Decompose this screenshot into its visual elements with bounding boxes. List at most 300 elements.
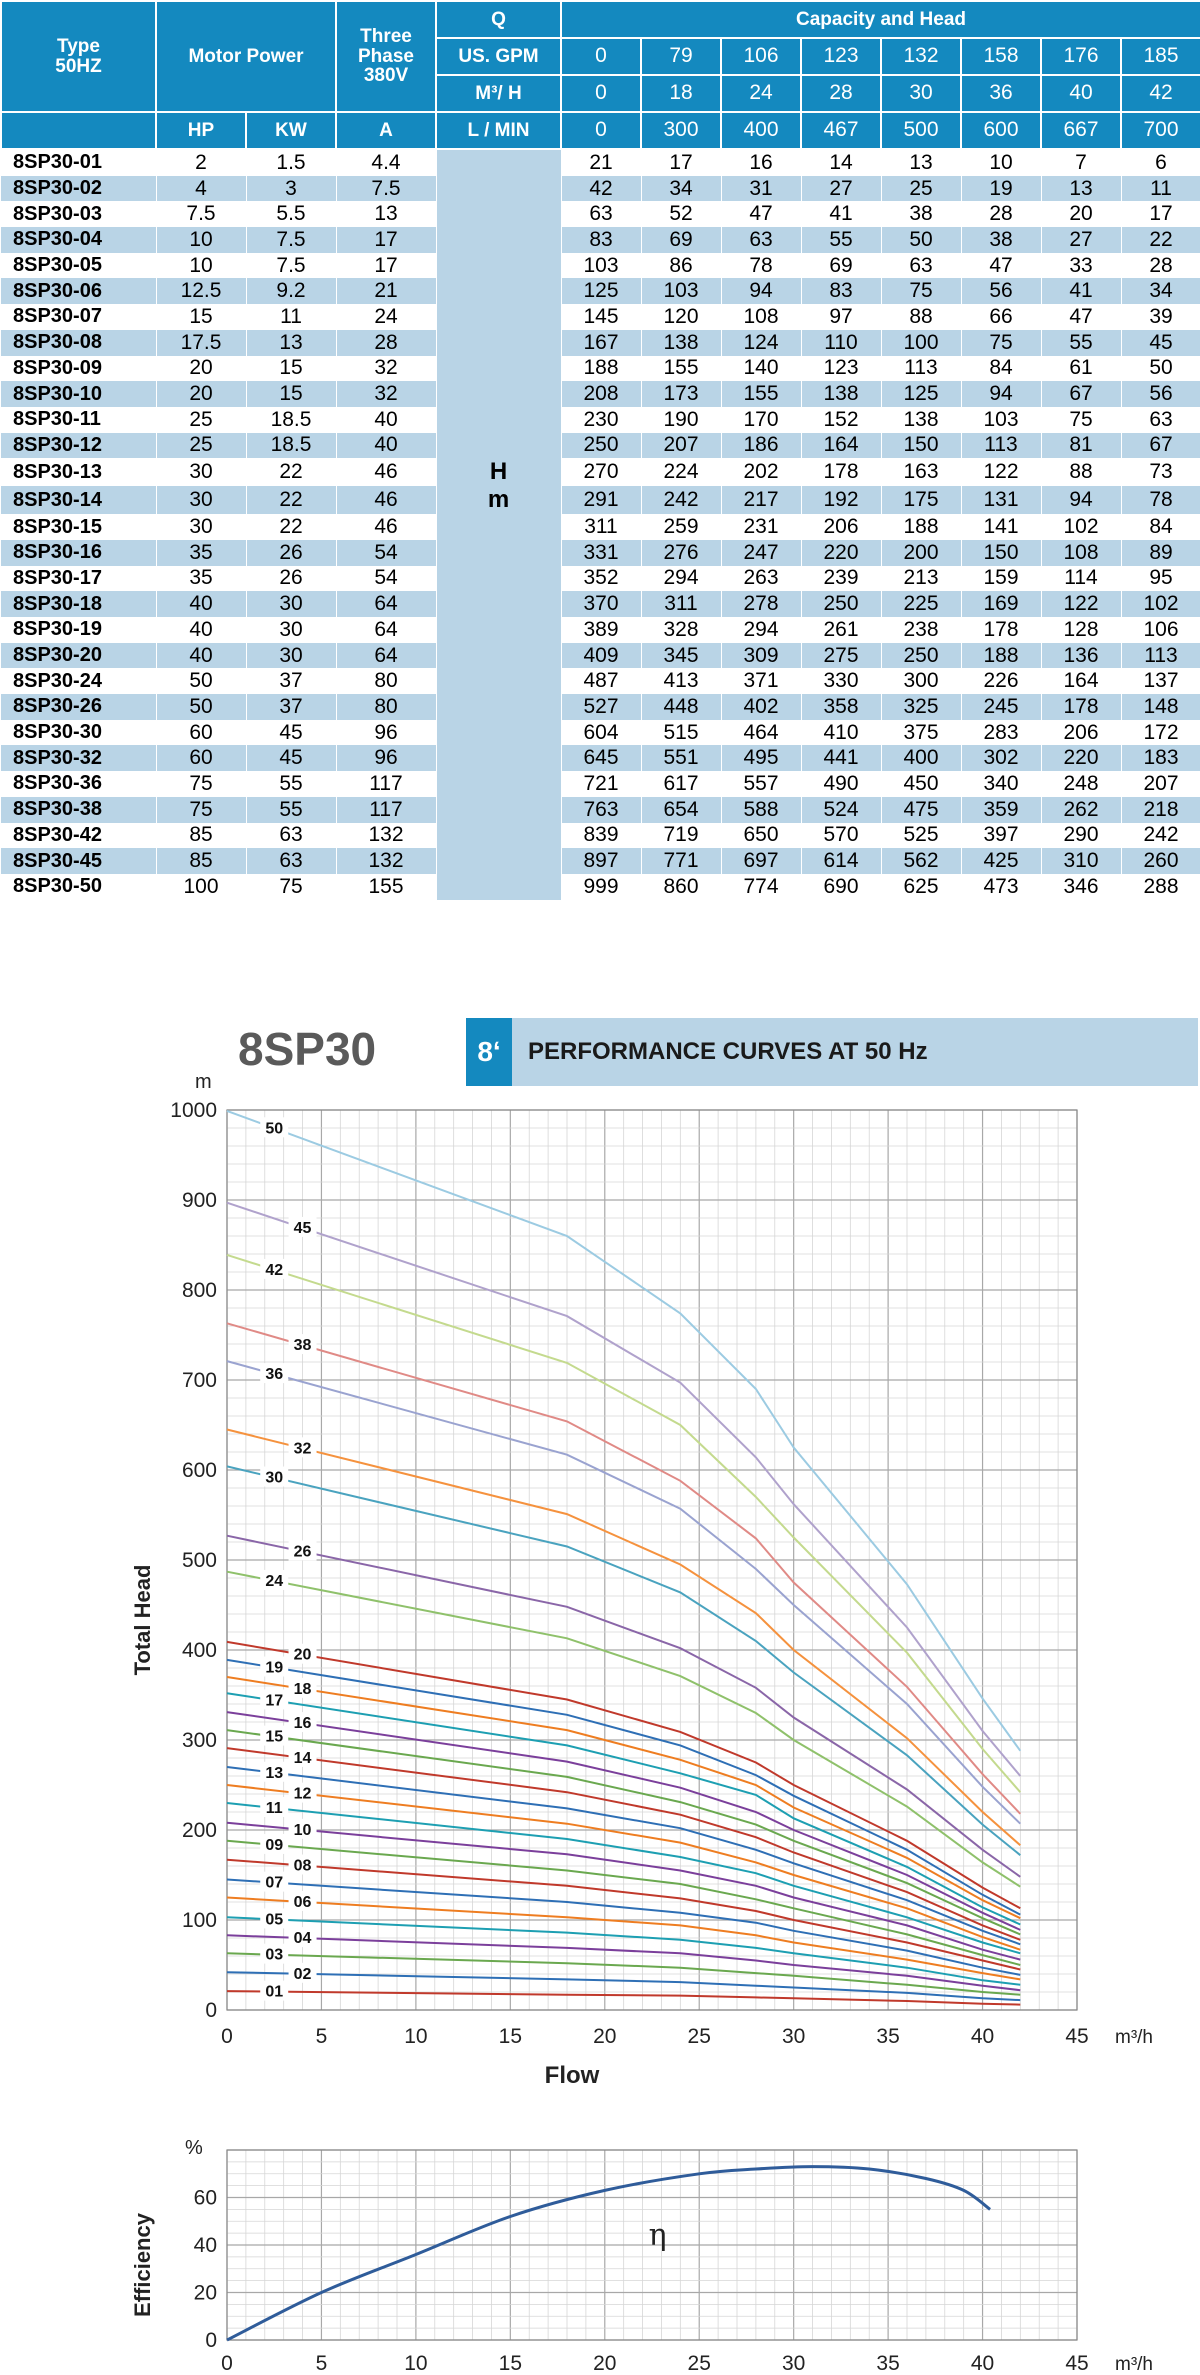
- q-cell: [436, 407, 561, 433]
- kw-cell: 63: [246, 823, 336, 849]
- head-cell: 63: [721, 227, 801, 253]
- header-us-gpm: US. GPM: [436, 38, 561, 75]
- y-tick-label: 600: [181, 1459, 217, 1482]
- head-cell: 27: [1041, 227, 1121, 253]
- x-tick-label: 0: [221, 2352, 233, 2375]
- head-cell: 588: [721, 797, 801, 823]
- head-cell: 13: [881, 149, 961, 176]
- head-cell: 141: [961, 514, 1041, 540]
- model-cell: 8SP30-12: [1, 433, 156, 459]
- head-cell: 178: [961, 617, 1041, 643]
- x-axis-label: Flow: [544, 2062, 600, 2089]
- head-cell: 86: [641, 253, 721, 279]
- header-spacer: [1, 112, 156, 149]
- head-cell: 897: [561, 848, 641, 874]
- head-cell: 97: [801, 304, 881, 330]
- head-cell: 67: [1121, 433, 1200, 459]
- head-cell: 7: [1041, 149, 1121, 176]
- head-cell: 173: [641, 381, 721, 407]
- head-cell: 163: [881, 458, 961, 486]
- curve-label: 14: [293, 1749, 312, 1767]
- x-tick-label: 35: [876, 2025, 900, 2048]
- q-cell: [436, 591, 561, 617]
- y-unit-label: m: [195, 1071, 212, 1093]
- head-cell: 352: [561, 566, 641, 592]
- x-tick-label: 20: [593, 2352, 617, 2375]
- x-tick-label: 45: [1065, 2352, 1089, 2375]
- head-cell: 276: [641, 540, 721, 566]
- head-cell: 346: [1041, 874, 1121, 900]
- head-cell: 375: [881, 720, 961, 746]
- current-cell: 117: [336, 797, 436, 823]
- x-tick-label: 40: [970, 2025, 995, 2048]
- head-cell: 95: [1121, 566, 1200, 592]
- head-cell: 28: [961, 201, 1041, 227]
- head-cell: 159: [961, 566, 1041, 592]
- hp-cell: 75: [156, 771, 246, 797]
- model-cell: 8SP30-15: [1, 514, 156, 540]
- head-cell: 771: [641, 848, 721, 874]
- hp-cell: 60: [156, 720, 246, 746]
- hp-cell: 40: [156, 643, 246, 669]
- lmin-cell: 0: [561, 112, 641, 149]
- kw-cell: 22: [246, 486, 336, 514]
- model-cell: 8SP30-50: [1, 874, 156, 900]
- head-cell: 6: [1121, 149, 1200, 176]
- y-tick-label: 800: [181, 1279, 217, 1302]
- m3h-cell: 28: [801, 75, 881, 112]
- head-cell: 397: [961, 823, 1041, 849]
- size-badge: 8ʻ: [466, 1018, 512, 1086]
- head-cell: 61: [1041, 356, 1121, 382]
- q-cell: [436, 304, 561, 330]
- head-cell: 110: [801, 330, 881, 356]
- head-cell: 38: [881, 201, 961, 227]
- head-cell: 202: [721, 458, 801, 486]
- current-cell: 32: [336, 356, 436, 382]
- head-cell: 263: [721, 566, 801, 592]
- x-tick-label: 5: [315, 2025, 328, 2048]
- head-cell: 81: [1041, 433, 1121, 459]
- head-cell: 140: [721, 356, 801, 382]
- head-cell: 239: [801, 566, 881, 592]
- kw-cell: 75: [246, 874, 336, 900]
- y-unit-label: %: [185, 2137, 203, 2159]
- gpm-cell: 123: [801, 38, 881, 75]
- head-cell: 55: [801, 227, 881, 253]
- head-cell: 28: [1121, 253, 1200, 279]
- table-row: [1, 381, 1200, 407]
- head-cell: 84: [961, 356, 1041, 382]
- head-cell: 114: [1041, 566, 1121, 592]
- head-cell: 260: [1121, 848, 1200, 874]
- head-cell: 464: [721, 720, 801, 746]
- head-cell: 291: [561, 486, 641, 514]
- hp-cell: 40: [156, 617, 246, 643]
- q-cell: [436, 823, 561, 849]
- head-cell: 645: [561, 745, 641, 771]
- kw-cell: 26: [246, 566, 336, 592]
- curve-label: 09: [265, 1836, 284, 1854]
- table-row: [1, 643, 1200, 669]
- head-cell: 188: [961, 643, 1041, 669]
- head-cell: 719: [641, 823, 721, 849]
- lmin-cell: 400: [721, 112, 801, 149]
- head-cell: 73: [1121, 458, 1200, 486]
- head-cell: 113: [1121, 643, 1200, 669]
- head-cell: 570: [801, 823, 881, 849]
- head-cell: 19: [961, 176, 1041, 202]
- head-cell: 310: [1041, 848, 1121, 874]
- head-cell: 123: [801, 356, 881, 382]
- table-row: [1, 201, 1200, 227]
- head-cell: 102: [1041, 514, 1121, 540]
- head-cell: 248: [1041, 771, 1121, 797]
- head-cell: 300: [881, 668, 961, 694]
- table-row: [1, 720, 1200, 746]
- head-cell: 186: [721, 433, 801, 459]
- head-cell: 389: [561, 617, 641, 643]
- head-cell: 41: [1041, 278, 1121, 304]
- head-cell: 100: [881, 330, 961, 356]
- header-a: A: [336, 112, 436, 149]
- y-tick-label: 700: [181, 1369, 217, 1392]
- m3h-cell: 42: [1121, 75, 1200, 112]
- head-cell: 402: [721, 694, 801, 720]
- curve-label: 01: [265, 1983, 284, 2001]
- kw-cell: 26: [246, 540, 336, 566]
- head-cell: 34: [1121, 278, 1200, 304]
- model-cell: 8SP30-04: [1, 227, 156, 253]
- curve-banner-title: PERFORMANCE CURVES AT 50 Hz: [528, 1038, 928, 1065]
- head-cell: 294: [641, 566, 721, 592]
- q-cell: [436, 797, 561, 823]
- table-row: [1, 540, 1200, 566]
- current-cell: 24: [336, 304, 436, 330]
- head-cell: 47: [961, 253, 1041, 279]
- head-cell: 774: [721, 874, 801, 900]
- q-cell: [436, 149, 561, 176]
- head-cell: 225: [881, 591, 961, 617]
- head-cell: 283: [961, 720, 1041, 746]
- head-cell: 690: [801, 874, 881, 900]
- q-cell: [436, 356, 561, 382]
- q-cell: [436, 201, 561, 227]
- table-row: [1, 848, 1200, 874]
- head-cell: 340: [961, 771, 1041, 797]
- head-cell: 16: [721, 149, 801, 176]
- curve-model-title: 8SP30: [238, 1023, 377, 1075]
- hp-cell: 30: [156, 486, 246, 514]
- q-cell: [436, 720, 561, 746]
- q-cell: [436, 848, 561, 874]
- kw-cell: 15: [246, 356, 336, 382]
- table-row: [1, 823, 1200, 849]
- head-cell: 259: [641, 514, 721, 540]
- head-cell: 63: [561, 201, 641, 227]
- kw-cell: 7.5: [246, 227, 336, 253]
- head-cell: 345: [641, 643, 721, 669]
- model-cell: 8SP30-24: [1, 668, 156, 694]
- head-cell: 22: [1121, 227, 1200, 253]
- table-row: [1, 227, 1200, 253]
- performance-chart: [0, 1060, 1200, 2100]
- head-cell: 88: [881, 304, 961, 330]
- model-cell: 8SP30-19: [1, 617, 156, 643]
- current-cell: 96: [336, 745, 436, 771]
- head-cell: 270: [561, 458, 641, 486]
- curve-label: 11: [265, 1800, 283, 1817]
- x-tick-label: 45: [1065, 2025, 1089, 2048]
- head-cell: 625: [881, 874, 961, 900]
- current-cell: 40: [336, 407, 436, 433]
- x-tick-label: 15: [498, 2352, 523, 2375]
- head-cell: 247: [721, 540, 801, 566]
- head-cell: 164: [1041, 668, 1121, 694]
- current-cell: 132: [336, 823, 436, 849]
- efficiency-chart: [0, 2120, 1200, 2375]
- model-cell: 8SP30-16: [1, 540, 156, 566]
- kw-cell: 18.5: [246, 433, 336, 459]
- q-cell: [436, 330, 561, 356]
- head-cell: 220: [1041, 745, 1121, 771]
- hp-cell: 50: [156, 668, 246, 694]
- hp-cell: 25: [156, 433, 246, 459]
- head-cell: 103: [961, 407, 1041, 433]
- kw-cell: 5.5: [246, 201, 336, 227]
- head-cell: 137: [1121, 668, 1200, 694]
- table-row: [1, 149, 1200, 176]
- table-row: [1, 433, 1200, 459]
- y-tick-label: 400: [181, 1639, 217, 1662]
- head-cell: 475: [881, 797, 961, 823]
- head-cell: 302: [961, 745, 1041, 771]
- kw-cell: 11: [246, 304, 336, 330]
- head-cell: 113: [881, 356, 961, 382]
- gpm-cell: 106: [721, 38, 801, 75]
- kw-cell: 37: [246, 668, 336, 694]
- kw-cell: 3: [246, 176, 336, 202]
- current-cell: 17: [336, 227, 436, 253]
- model-cell: 8SP30-02: [1, 176, 156, 202]
- head-cell: 217: [721, 486, 801, 514]
- m3h-cell: 18: [641, 75, 721, 112]
- head-cell: 250: [561, 433, 641, 459]
- x-tick-label: 20: [593, 2025, 617, 2048]
- head-cell: 220: [801, 540, 881, 566]
- q-cell: [436, 694, 561, 720]
- x-tick-label: 5: [315, 2352, 328, 2375]
- head-cell: 200: [881, 540, 961, 566]
- curve-label: 38: [293, 1337, 312, 1355]
- head-cell: 145: [561, 304, 641, 330]
- current-cell: 21: [336, 278, 436, 304]
- model-cell: 8SP30-06: [1, 278, 156, 304]
- head-cell: 38: [961, 227, 1041, 253]
- y-axis-label: Efficiency: [130, 2213, 155, 2317]
- head-cell: 50: [1121, 356, 1200, 382]
- head-cell: 122: [961, 458, 1041, 486]
- gpm-cell: 79: [641, 38, 721, 75]
- table-row: [1, 771, 1200, 797]
- head-unit: m: [436, 486, 561, 514]
- header-kw: KW: [246, 112, 336, 149]
- x-tick-label: 30: [781, 2352, 806, 2375]
- curve-label: 36: [265, 1366, 284, 1384]
- head-cell: 17: [641, 149, 721, 176]
- q-cell: [436, 668, 561, 694]
- lmin-cell: 600: [961, 112, 1041, 149]
- x-tick-label: 40: [970, 2352, 995, 2375]
- hp-cell: 85: [156, 848, 246, 874]
- model-cell: 8SP30-14: [1, 486, 156, 514]
- hp-cell: 30: [156, 514, 246, 540]
- head-cell: 192: [801, 486, 881, 514]
- curve-label: 12: [293, 1785, 312, 1803]
- q-cell: [436, 433, 561, 459]
- head-cell: 164: [801, 433, 881, 459]
- x-tick-label: 10: [404, 2352, 428, 2375]
- table-row: [1, 356, 1200, 382]
- head-cell: 122: [1041, 591, 1121, 617]
- head-cell: 84: [1121, 514, 1200, 540]
- table-row: [1, 668, 1200, 694]
- q-cell: [436, 617, 561, 643]
- table-row: [1, 745, 1200, 771]
- y-tick-label: 500: [181, 1549, 217, 1572]
- gpm-cell: 176: [1041, 38, 1121, 75]
- m3h-cell: 24: [721, 75, 801, 112]
- head-cell: 525: [881, 823, 961, 849]
- head-cell: 10: [961, 149, 1041, 176]
- head-cell: 331: [561, 540, 641, 566]
- head-cell: 224: [641, 458, 721, 486]
- head-cell: 39: [1121, 304, 1200, 330]
- head-cell: 136: [1041, 643, 1121, 669]
- y-tick-label: 0: [205, 1999, 217, 2022]
- head-cell: 21: [561, 149, 641, 176]
- head-cell: 103: [561, 253, 641, 279]
- head-cell: 860: [641, 874, 721, 900]
- kw-cell: 18.5: [246, 407, 336, 433]
- head-cell: 106: [1121, 617, 1200, 643]
- curve-label: 42: [265, 1261, 284, 1279]
- q-cell: [436, 514, 561, 540]
- gpm-cell: 132: [881, 38, 961, 75]
- head-cell: 56: [1121, 381, 1200, 407]
- current-cell: 64: [336, 617, 436, 643]
- curve-label: 30: [265, 1469, 284, 1487]
- hp-cell: 35: [156, 566, 246, 592]
- table-row: [1, 278, 1200, 304]
- x-unit-label: m³/h: [1115, 2027, 1153, 2048]
- lmin-cell: 467: [801, 112, 881, 149]
- head-cell: 50: [881, 227, 961, 253]
- head-cell: 83: [801, 278, 881, 304]
- m3h-cell: 40: [1041, 75, 1121, 112]
- head-cell: 697: [721, 848, 801, 874]
- head-cell: 148: [1121, 694, 1200, 720]
- current-cell: 155: [336, 874, 436, 900]
- head-cell: 999: [561, 874, 641, 900]
- q-cell: [436, 643, 561, 669]
- head-cell: 178: [1041, 694, 1121, 720]
- curve-label: 15: [265, 1728, 284, 1746]
- head-cell: 138: [881, 407, 961, 433]
- head-cell: 113: [961, 433, 1041, 459]
- head-cell: 125: [881, 381, 961, 407]
- table-row: [1, 591, 1200, 617]
- kw-cell: 37: [246, 694, 336, 720]
- head-cell: 206: [1041, 720, 1121, 746]
- current-cell: 7.5: [336, 176, 436, 202]
- m3h-cell: 36: [961, 75, 1041, 112]
- head-cell: 250: [881, 643, 961, 669]
- head-cell: 42: [561, 176, 641, 202]
- head-cell: 551: [641, 745, 721, 771]
- head-cell: 309: [721, 643, 801, 669]
- head-cell: 524: [801, 797, 881, 823]
- x-tick-label: 30: [781, 2025, 806, 2048]
- curve-label: 13: [265, 1764, 284, 1782]
- q-cell: [436, 874, 561, 900]
- kw-cell: 30: [246, 591, 336, 617]
- head-cell: 473: [961, 874, 1041, 900]
- head-cell: 410: [801, 720, 881, 746]
- head-cell: 409: [561, 643, 641, 669]
- model-cell: 8SP30-01: [1, 149, 156, 176]
- head-cell: 120: [641, 304, 721, 330]
- curve-label: 04: [293, 1930, 312, 1948]
- table-row: [1, 458, 1200, 486]
- head-cell: 230: [561, 407, 641, 433]
- curve-label: 24: [265, 1572, 284, 1590]
- table-row: [1, 330, 1200, 356]
- head-cell: 34: [641, 176, 721, 202]
- header-m3h: M³/ H: [436, 75, 561, 112]
- kw-cell: 45: [246, 720, 336, 746]
- model-cell: 8SP30-26: [1, 694, 156, 720]
- header-type: Type 50HZ: [1, 1, 156, 112]
- head-cell: 31: [721, 176, 801, 202]
- curve-label: 03: [265, 1946, 284, 1964]
- model-cell: 8SP30-11: [1, 407, 156, 433]
- q-cell: [436, 745, 561, 771]
- kw-cell: 13: [246, 330, 336, 356]
- head-cell: 75: [961, 330, 1041, 356]
- head-cell: 94: [961, 381, 1041, 407]
- q-cell: [436, 566, 561, 592]
- hp-cell: 50: [156, 694, 246, 720]
- y-axis-label: Total Head: [130, 1564, 155, 1676]
- gpm-cell: 0: [561, 38, 641, 75]
- head-cell: 103: [641, 278, 721, 304]
- curve-label: 06: [293, 1893, 312, 1911]
- head-cell: 63: [881, 253, 961, 279]
- head-cell: 400: [881, 745, 961, 771]
- current-cell: 54: [336, 540, 436, 566]
- lmin-cell: 700: [1121, 112, 1200, 149]
- q-cell: [436, 278, 561, 304]
- model-cell: 8SP30-17: [1, 566, 156, 592]
- head-cell: 370: [561, 591, 641, 617]
- curve-label: 18: [293, 1680, 312, 1698]
- kw-cell: 63: [246, 848, 336, 874]
- gpm-cell: 158: [961, 38, 1041, 75]
- head-cell: 226: [961, 668, 1041, 694]
- efficiency-annotation: η: [648, 2218, 667, 2253]
- head-cell: 14: [801, 149, 881, 176]
